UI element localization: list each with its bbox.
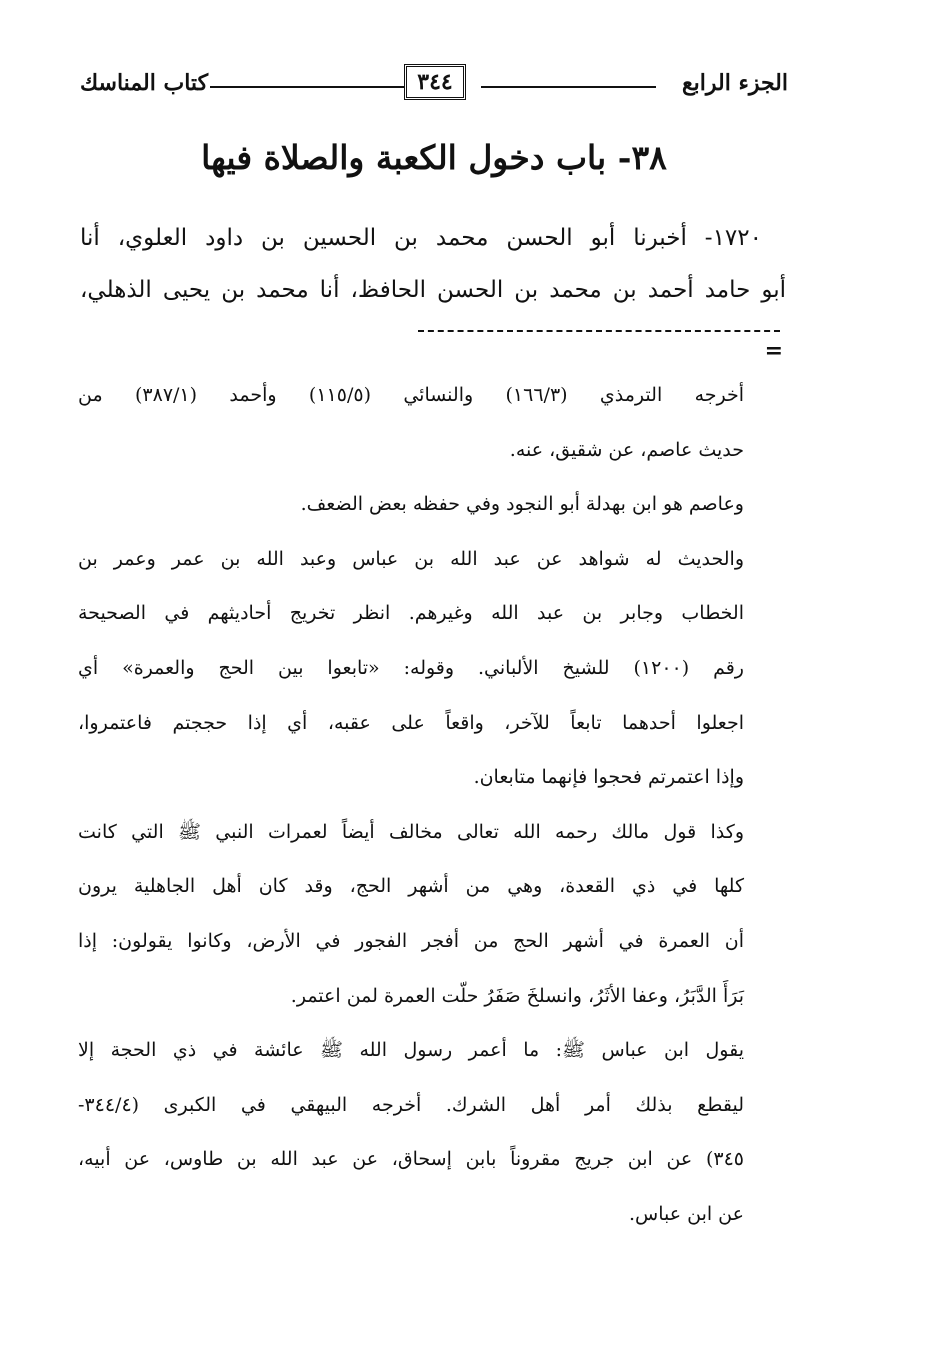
footnote-line: كلها في ذي القعدة، وهي من أشهر الحج، وقد كان أهل الجاهلية يرون <box>78 875 744 898</box>
footnote-line: ليقطع بذلك أمر أهل الشرك. أخرجه البيهقي في الكبرى (٣٤٤/٤- <box>78 1093 744 1116</box>
footnote-line: ٣٤٥) عن ابن جريج مقروناً بابن إسحاق، عن عبد الله بن طاوس، عن أبيه، <box>78 1148 744 1171</box>
footnote-line: أخرجه الترمذي (١٦٦/٣) والنسائي (١١٥/٥) وأحمد (٣٨٧/١) من <box>78 384 745 406</box>
footnote-line: والحديث له شواهد عن عبد الله بن عباس وعبد الله بن عمر وعمر بن <box>78 547 744 570</box>
header-volume: الجزء الرابع <box>681 70 788 96</box>
footnote-line: وكذا قول مالك رحمه الله تعالى مخالف أيضاً لعمرات النبي ﷺ التي كانت <box>78 820 744 843</box>
continuation-mark: = <box>764 338 783 364</box>
footnote-line: وإذا اعتمرتم فحجوا فإنهما متابعان. <box>473 766 744 789</box>
main-text <box>80 212 786 316</box>
footnote-line: الخطاب وجابر بن عبد الله وغيرهم. انظر تخريج أحاديثهم في الصحيحة <box>78 602 744 625</box>
footnote-line: اجعلوا أحدهما تابعاً للآخر، واقعاً على عقبه، أي إذا حججتم فاعتمروا، <box>78 711 744 734</box>
footnote-line: حديث عاصم، عن شقيق، عنه. <box>509 438 744 461</box>
footnote-line: أن العمرة في أشهر الحج من أفجر الفجور في الأرض، وكانوا يقولون: إذا <box>78 929 744 952</box>
footnote-separator <box>418 330 780 332</box>
chapter-title: ٣٨- باب دخول الكعبة والصلاة فيها <box>201 138 667 177</box>
footnote-line: عن ابن عباس. <box>628 1202 744 1225</box>
footnote-line: يقول ابن عباس ﷺ: ما أعمر رسول الله ﷺ عائشة في ذي الحجة إلا <box>78 1039 744 1062</box>
running-header <box>80 64 788 104</box>
main-text-line: ١٧٢٠- أخبرنا أبو الحسن محمد بن الحسين بن داود العلوي، أنا <box>80 225 762 251</box>
footnote-line: رقم (١٢٠٠) للشيخ الألباني. وقوله: «تابعوا بين الحج والعمرة» أي <box>78 656 744 679</box>
footnote-line: وعاصم هو ابن بهدلة أبو النجود وفي حفظه بعض الضعف. <box>300 493 744 516</box>
footnotes <box>78 368 744 1242</box>
main-text-line: أبو حامد أحمد بن محمد بن الحسن الحافظ، أنا محمد بن يحيى الذهلي، <box>80 277 786 303</box>
header-rule-right <box>481 86 656 88</box>
footnote-line: بَرَأَ الدَّبَرُ، وعفا الأثَرُ، وانسلخَ صَفَرُ حلّت العمرة لمن اعتمر. <box>290 984 744 1007</box>
page-number: ٣٤٤ <box>404 64 466 100</box>
header-book-title: كتاب المناسك <box>80 70 209 96</box>
header-rule-left <box>210 86 405 88</box>
